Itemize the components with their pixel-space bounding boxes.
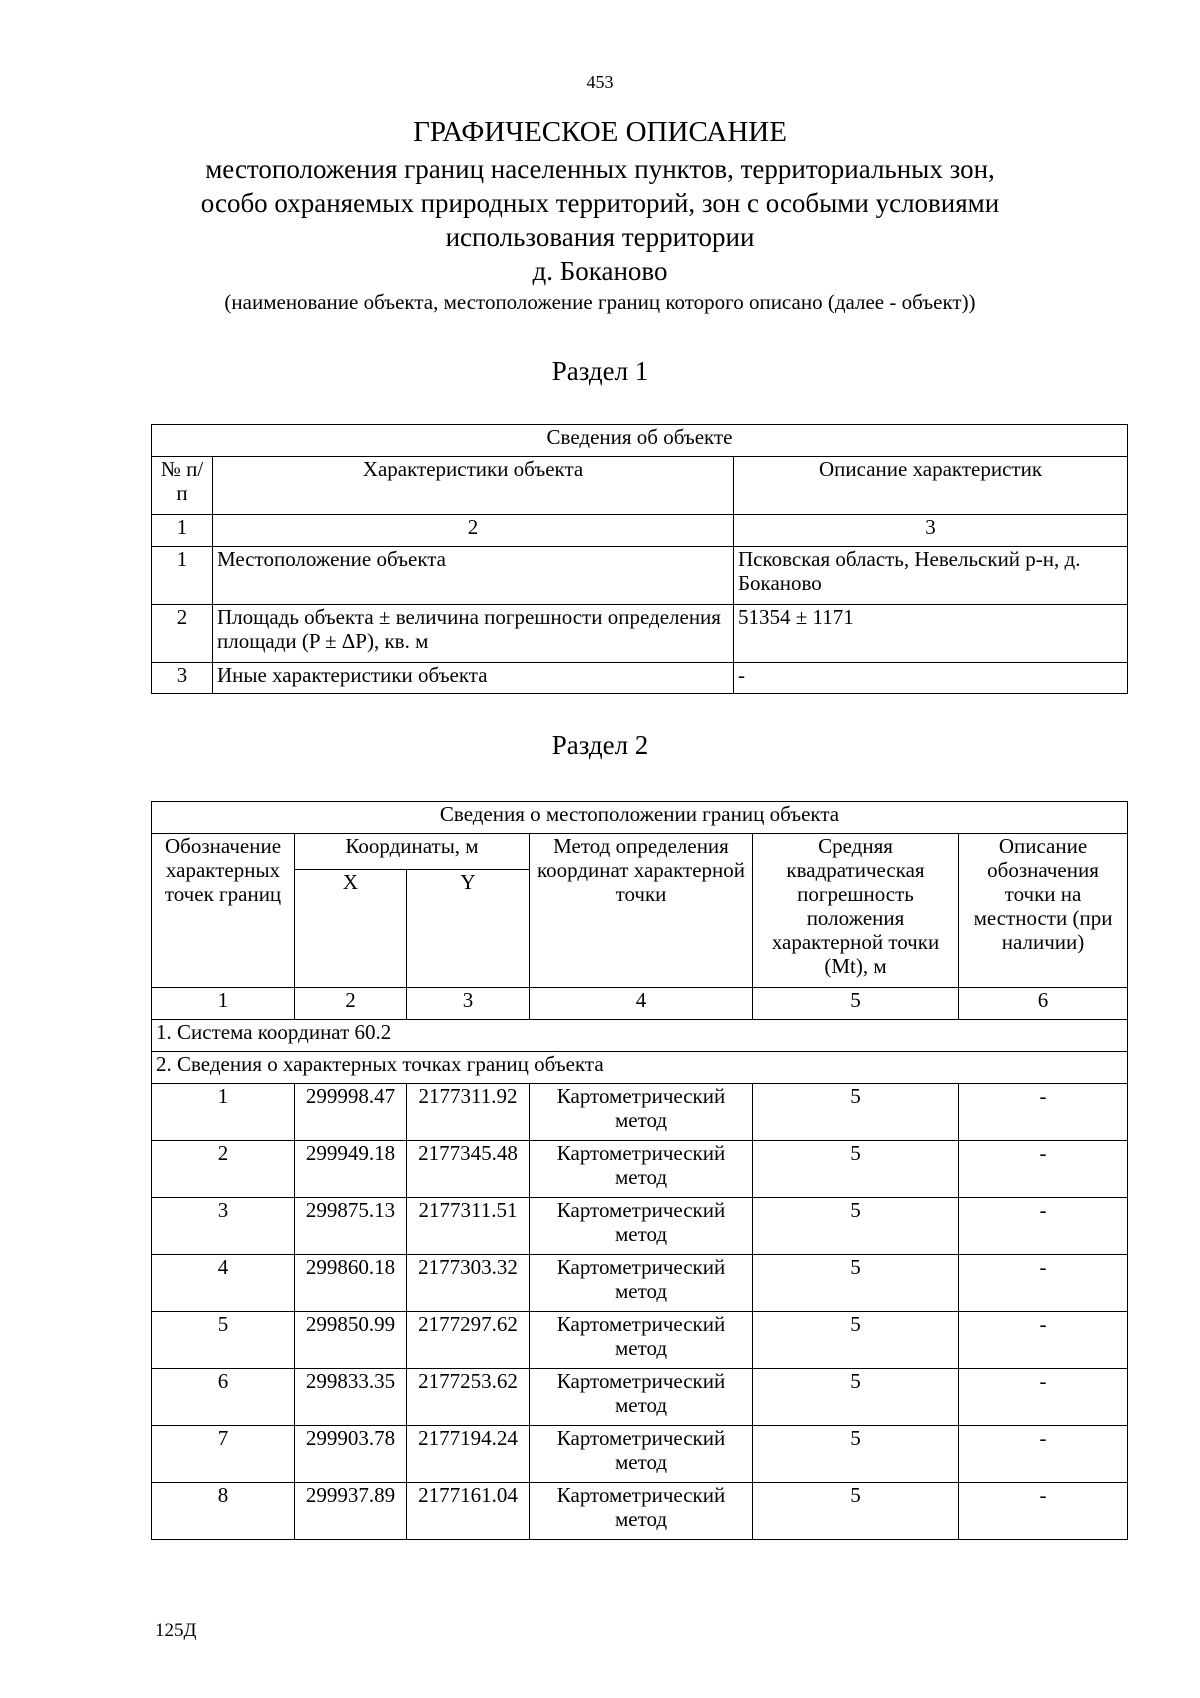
header-error: Средняя квадратическая погрешность положения характерной точки (Mt), м (753, 834, 959, 988)
description-value: - (959, 1198, 1128, 1255)
row-number: 3 (152, 663, 213, 694)
footer-code: 125Д (155, 1620, 197, 1641)
column-number: 2 (295, 988, 407, 1020)
header-description: Описание характеристик (734, 457, 1128, 515)
error-value: 5 (753, 1255, 959, 1312)
x-value: 299850.99 (295, 1312, 407, 1369)
table-row (152, 1141, 1128, 1198)
y-value: 2177297.62 (407, 1312, 530, 1369)
section1-title: Раздел 1 (551, 356, 649, 386)
header-coordinates: Координаты, м (295, 834, 530, 870)
y-value: 2177311.92 (407, 1084, 530, 1141)
method-value: Картометрический метод (530, 1255, 753, 1312)
y-value: 2177345.48 (407, 1141, 530, 1198)
point-id: 6 (152, 1369, 295, 1426)
subtitle-line: местоположения границ населенных пунктов, территориальных зон, (205, 154, 995, 184)
description-value: - (959, 1084, 1128, 1141)
points-heading: 2. Сведения о характерных точках границ объекта (152, 1052, 1128, 1084)
value-cell: - (734, 663, 1128, 694)
table-row (152, 663, 1128, 694)
column-number: 3 (734, 515, 1128, 547)
value-cell: 51354 ± 1171 (734, 605, 1128, 663)
error-value: 5 (753, 1369, 959, 1426)
point-id: 1 (152, 1084, 295, 1141)
error-value: 5 (753, 1141, 959, 1198)
table-row (152, 1198, 1128, 1255)
table-row (152, 1483, 1128, 1540)
error-value: 5 (753, 1198, 959, 1255)
column-number: 2 (213, 515, 734, 547)
method-value: Картометрический метод (530, 1084, 753, 1141)
method-value: Картометрический метод (530, 1426, 753, 1483)
y-value: 2177311.51 (407, 1198, 530, 1255)
header-point: Обозначение характерных точек границ (152, 834, 295, 988)
description-value: - (959, 1426, 1128, 1483)
characteristic-cell: Площадь объекта ± величина погрешности определения площади (P ± ΔP), кв. м (213, 605, 734, 663)
method-value: Картометрический метод (530, 1312, 753, 1369)
table-row (152, 1255, 1128, 1312)
x-value: 299860.18 (295, 1255, 407, 1312)
y-value: 2177253.62 (407, 1369, 530, 1426)
header-characteristics: Характеристики объекта (213, 457, 734, 515)
x-value: 299949.18 (295, 1141, 407, 1198)
subtitle-line: особо охраняемых природных территорий, зон с особыми условиями (200, 188, 1000, 218)
x-value: 299903.78 (295, 1426, 407, 1483)
description-value: - (959, 1369, 1128, 1426)
x-value: 299998.47 (295, 1084, 407, 1141)
subtitle-line: использования территории (445, 222, 755, 252)
object-name: д. Боканово (532, 256, 668, 286)
description-value: - (959, 1141, 1128, 1198)
error-value: 5 (753, 1312, 959, 1369)
row-number: 2 (152, 605, 213, 663)
characteristic-cell: Иные характеристики объекта (213, 663, 734, 694)
table-row (152, 547, 1128, 605)
table-row (152, 605, 1128, 663)
description-value: - (959, 1483, 1128, 1540)
y-value: 2177303.32 (407, 1255, 530, 1312)
error-value: 5 (753, 1426, 959, 1483)
error-value: 5 (753, 1084, 959, 1141)
error-value: 5 (753, 1483, 959, 1540)
point-id: 4 (152, 1255, 295, 1312)
header-y: Y (407, 870, 530, 988)
section2-title: Раздел 2 (551, 730, 649, 760)
point-id: 5 (152, 1312, 295, 1369)
method-value: Картометрический метод (530, 1141, 753, 1198)
method-value: Картометрический метод (530, 1483, 753, 1540)
column-number: 4 (530, 988, 753, 1020)
row-number: 1 (152, 547, 213, 605)
table-row (152, 1084, 1128, 1141)
header-number: № п/п (152, 457, 213, 515)
method-value: Картометрический метод (530, 1369, 753, 1426)
header-point-description: Описание обозначения точки на местности (при наличии) (959, 834, 1128, 988)
page-number: 453 (586, 72, 614, 92)
table-title: Сведения о местоположении границ объекта (152, 802, 1128, 834)
header-method: Метод определения координат характерной точки (530, 834, 753, 988)
y-value: 2177161.04 (407, 1483, 530, 1540)
y-value: 2177194.24 (407, 1426, 530, 1483)
x-value: 299937.89 (295, 1483, 407, 1540)
description-value: - (959, 1312, 1128, 1369)
coordinate-system: 1. Система координат 60.2 (152, 1020, 1128, 1052)
x-value: 299833.35 (295, 1369, 407, 1426)
column-number: 5 (753, 988, 959, 1020)
point-id: 2 (152, 1141, 295, 1198)
method-value: Картометрический метод (530, 1198, 753, 1255)
point-id: 8 (152, 1483, 295, 1540)
object-note: (наименование объекта, местоположение границ которого описано (далее - объект)) (224, 290, 976, 314)
x-value: 299875.13 (295, 1198, 407, 1255)
document-subtitle (0, 152, 1200, 288)
object-info-table (151, 424, 1128, 694)
boundary-points-table (151, 801, 1128, 1540)
point-id: 7 (152, 1426, 295, 1483)
value-cell: Псковская область, Невельский р-н, д. Боканово (734, 547, 1128, 605)
description-value: - (959, 1255, 1128, 1312)
table-row (152, 1369, 1128, 1426)
column-number: 6 (959, 988, 1128, 1020)
point-id: 3 (152, 1198, 295, 1255)
table-title: Сведения об объекте (152, 425, 1128, 457)
table-row (152, 1312, 1128, 1369)
table-row (152, 1426, 1128, 1483)
header-x: X (295, 870, 407, 988)
column-number: 1 (152, 988, 295, 1020)
column-number: 1 (152, 515, 213, 547)
characteristic-cell: Местоположение объекта (213, 547, 734, 605)
column-number: 3 (407, 988, 530, 1020)
document-title: ГРАФИЧЕСКОЕ ОПИСАНИЕ (413, 116, 787, 148)
